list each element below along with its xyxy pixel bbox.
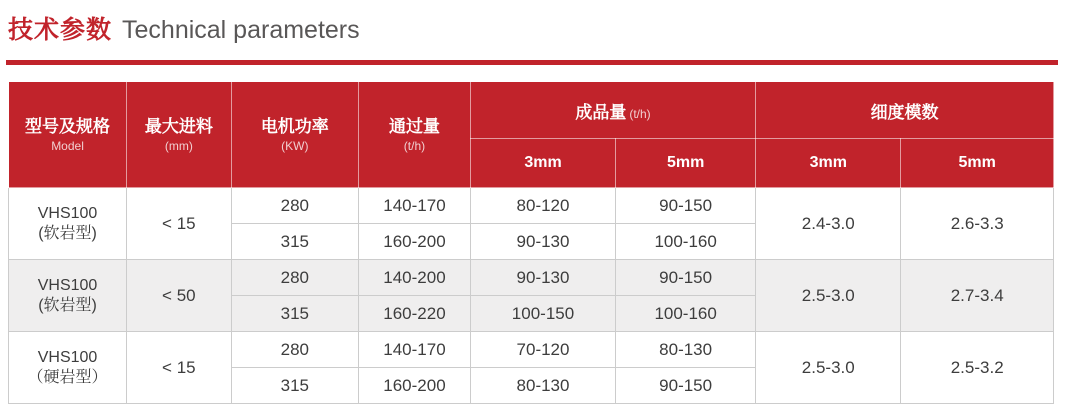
col-header-model-sub: Model — [51, 139, 84, 154]
cell-motor-power: 315 — [231, 368, 358, 404]
subcol-header-output-3mm: 3mm — [470, 139, 615, 188]
col-header-motor-power — [231, 82, 358, 188]
cell-throughput: 160-200 — [359, 368, 471, 404]
model-name: VHS100 — [37, 204, 98, 222]
col-header-throughput-unit: (t/h) — [403, 139, 426, 154]
cell-output-3mm: 80-130 — [470, 368, 615, 404]
cell-output-5mm: 100-160 — [616, 224, 756, 260]
cell-max-feed: < 50 — [127, 260, 232, 332]
table-row — [9, 332, 1054, 368]
col-group-header-output — [470, 82, 755, 139]
cell-throughput: 140-170 — [359, 188, 471, 224]
cell-output-3mm: 80-120 — [470, 188, 615, 224]
col-group-header-output-cn: 成品量 — [575, 102, 627, 122]
cell-output-5mm: 100-160 — [616, 296, 756, 332]
model-variant: (软岩型) — [38, 296, 97, 314]
col-group-header-fineness-cn: 细度模数 — [870, 102, 939, 122]
table-row — [9, 188, 1054, 224]
col-group-header-output-unit: (t/h) — [629, 106, 651, 121]
section-title-chinese: 技术参数 — [8, 16, 113, 44]
cell-output-5mm: 90-150 — [616, 188, 756, 224]
col-header-max-feed-unit: (mm) — [164, 139, 193, 154]
subcol-header-fineness-5mm: 5mm — [901, 139, 1054, 188]
cell-fineness-5mm: 2.7-3.4 — [901, 260, 1054, 332]
subcol-header-fineness-3mm: 3mm — [756, 139, 901, 188]
model-name: VHS100 — [37, 348, 98, 366]
col-header-model-cn: 型号及规格 — [25, 116, 111, 136]
red-divider-rule — [6, 60, 1058, 65]
cell-throughput: 160-220 — [359, 296, 471, 332]
col-header-throughput — [359, 82, 471, 188]
cell-output-5mm: 90-150 — [616, 368, 756, 404]
cell-model — [9, 332, 127, 404]
cell-output-3mm: 100-150 — [470, 296, 615, 332]
col-group-header-fineness — [756, 82, 1054, 139]
cell-motor-power: 315 — [231, 224, 358, 260]
col-header-throughput-cn: 通过量 — [388, 116, 440, 136]
table-row — [9, 260, 1054, 296]
col-header-motor-power-unit: (KW) — [281, 139, 309, 154]
table-header — [9, 82, 1054, 188]
cell-output-3mm: 70-120 — [470, 332, 615, 368]
cell-throughput: 160-200 — [359, 224, 471, 260]
section-title-english: Technical parameters — [122, 16, 360, 44]
cell-fineness-3mm: 2.5-3.0 — [756, 332, 901, 404]
cell-throughput: 140-200 — [359, 260, 471, 296]
cell-fineness-5mm: 2.5-3.2 — [901, 332, 1054, 404]
col-header-motor-power-cn: 电机功率 — [260, 116, 329, 136]
cell-model — [9, 260, 127, 332]
cell-output-5mm: 80-130 — [616, 332, 756, 368]
technical-parameters-table — [8, 81, 1054, 404]
cell-motor-power: 280 — [231, 188, 358, 224]
cell-max-feed: < 15 — [127, 188, 232, 260]
section-title — [8, 8, 1054, 46]
subcol-header-output-5mm: 5mm — [616, 139, 756, 188]
cell-motor-power: 280 — [231, 332, 358, 368]
cell-motor-power: 280 — [231, 260, 358, 296]
col-header-model — [9, 82, 127, 188]
table-body — [9, 188, 1054, 404]
cell-fineness-5mm: 2.6-3.3 — [901, 188, 1054, 260]
model-name: VHS100 — [37, 276, 98, 294]
cell-output-3mm: 90-130 — [470, 224, 615, 260]
cell-fineness-3mm: 2.5-3.0 — [756, 260, 901, 332]
cell-model — [9, 188, 127, 260]
model-variant: （硬岩型） — [27, 368, 108, 386]
model-variant: (软岩型) — [38, 224, 97, 242]
col-header-max-feed — [127, 82, 232, 188]
cell-motor-power: 315 — [231, 296, 358, 332]
cell-throughput: 140-170 — [359, 332, 471, 368]
col-header-max-feed-cn: 最大进料 — [144, 116, 213, 136]
cell-output-3mm: 90-130 — [470, 260, 615, 296]
header-row-main — [9, 82, 1054, 139]
cell-output-5mm: 90-150 — [616, 260, 756, 296]
cell-fineness-3mm: 2.4-3.0 — [756, 188, 901, 260]
cell-max-feed: < 15 — [127, 332, 232, 404]
